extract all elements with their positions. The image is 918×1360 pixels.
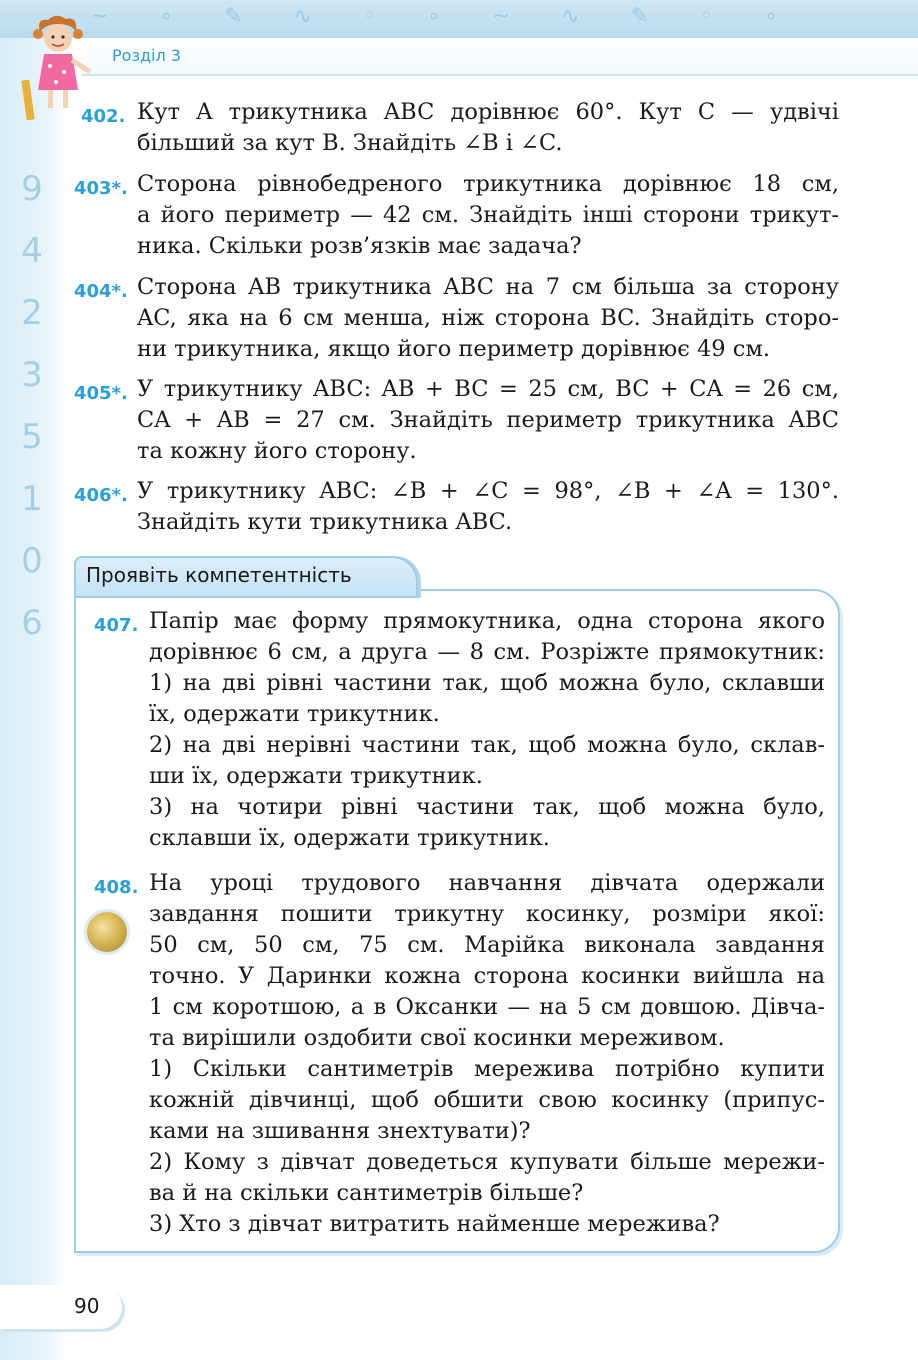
decor-numeral: 1 <box>21 479 43 519</box>
problem-line: 50 см, 50 см, 75 см. Марійка виконала завдання <box>149 932 825 958</box>
top-decorative-band <box>0 0 918 38</box>
problem-line: Сторона AB трикутника ABC на 7 см більша за сторону <box>137 274 839 300</box>
doodle-pattern: ~ ∘ ✎ ∿ ◦ ∘ ~ ∿ ✎ ◦ ∘ <box>90 4 800 29</box>
problem-line: Кут A трикутника ABC дорівнює 60°. Кут C — удвічі <box>137 99 839 125</box>
problem-line: ши їх, одержати трикутник. <box>149 763 483 789</box>
decor-numeral: 4 <box>21 231 43 271</box>
decor-numeral: 9 <box>21 169 43 209</box>
problem-line: На уроці трудового навчання дівчата одержали <box>149 870 825 896</box>
problem-line: CA + AB = 27 см. Знайдіть периметр трикутника ABC <box>137 407 839 433</box>
problem-line: та кожну його сторону. <box>137 438 417 464</box>
decor-numeral: 6 <box>21 603 43 643</box>
problem-406 <box>74 476 839 538</box>
problem-line: дорівнює 6 см, а друга — 8 см. Розріжте прямокутник: <box>149 639 825 665</box>
problem-line: 1) Скільки сантиметрів мережива потрібно купити <box>149 1056 825 1082</box>
problem-line: точно. У Даринки кожна сторона косинки вийшла на <box>149 963 825 989</box>
problem-line: 1) на дві рівні частини так, щоб можна було, склавши <box>149 670 825 696</box>
problem-number: 403*. <box>74 178 128 199</box>
problem-line: У трикутнику ABC: AB + BC = 25 см, BC + CA = 26 см, <box>137 376 839 402</box>
problem-line: Папір має форму прямокутника, одна сторона якого <box>149 608 825 634</box>
problem-403 <box>74 169 839 262</box>
problem-number: 402. <box>81 106 126 127</box>
page-number: 90 <box>74 1294 100 1318</box>
problem-number: 405*. <box>74 383 128 404</box>
problem-405 <box>74 374 839 467</box>
problem-line: кожній дівчинці, щоб обшити свою косинку (припус- <box>149 1087 825 1113</box>
problem-line: більший за кут B. Знайдіть ∠B і ∠C. <box>137 130 563 156</box>
problem-line: 2) на дві нерівні частини так, щоб можна було, склав- <box>149 732 825 758</box>
problem-line: Сторона рівнобедреного трикутника дорівнює 18 см, <box>137 171 839 197</box>
decor-numeral: 5 <box>21 417 43 457</box>
problem-line: та вирішили оздобити свої косинки мереживом. <box>149 1025 725 1051</box>
problem-line: AC, яка на 6 см менша, ніж сторона BC. Знайдіть сторо- <box>137 305 839 331</box>
problem-line: 3) на чотири рівні частини так, щоб можна було, <box>149 794 825 820</box>
problem-line: У трикутнику ABC: ∠B + ∠C = 98°, ∠B + ∠A = 130°. <box>137 478 839 504</box>
problem-line: завдання пошити трикутну косинку, розміри якої: <box>149 901 825 927</box>
decor-numeral: 3 <box>21 355 43 395</box>
problem-line: 2) Кому з дівчат доведеться купувати більше мережи- <box>149 1149 825 1175</box>
problem-line: ва й на скільки сантиметрів більше? <box>149 1180 584 1206</box>
problem-line: а його периметр — 42 см. Знайдіть інші сторони трикут- <box>137 202 839 228</box>
problem-number: 408. <box>94 877 139 898</box>
decorative-numerals <box>12 158 52 654</box>
problem-line: 3) Хто з дівчат витратить найменше мережива? <box>149 1211 720 1237</box>
problem-number: 404*. <box>74 281 128 302</box>
problem-line: Знайдіть кути трикутника ABC. <box>137 509 513 535</box>
problem-line: склавши їх, одержати трикутник. <box>149 825 550 851</box>
problem-line: ника. Скільки розв’язків має задача? <box>137 233 582 259</box>
left-decorative-strip <box>0 38 66 1360</box>
decor-numeral: 2 <box>21 293 43 333</box>
coin-icon <box>87 912 127 952</box>
problem-404 <box>74 272 839 365</box>
problem-402 <box>81 97 839 159</box>
problem-407 <box>94 606 825 854</box>
problem-number: 406*. <box>74 485 128 506</box>
section-label: Розділ 3 <box>112 46 181 65</box>
problem-line: 1 см коротшою, а в Оксанки — на 5 см довшою. Дівча- <box>149 994 825 1020</box>
problem-line: їх, одержати трикутник. <box>149 701 440 727</box>
competence-title: Проявіть компетентність <box>86 563 352 587</box>
page-number-tab <box>0 1285 122 1329</box>
problem-number: 407. <box>94 615 139 636</box>
problem-408 <box>94 868 825 1240</box>
problem-line: ни трикутника, якщо його периметр дорівнює 49 см. <box>137 336 770 362</box>
decor-numeral: 0 <box>21 541 43 581</box>
section-header-bar <box>82 38 918 76</box>
problem-line: ками на зшивання знехтувати)? <box>149 1118 531 1144</box>
